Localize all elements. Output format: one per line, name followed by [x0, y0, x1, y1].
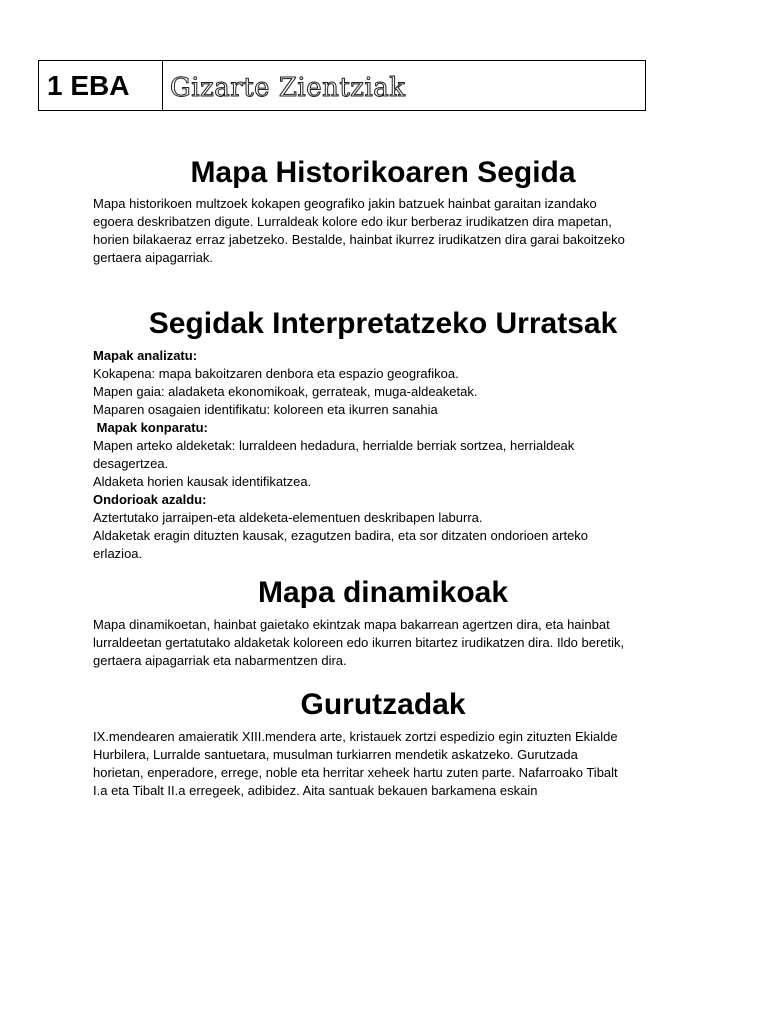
- text-line: Hurbilera, Lurralde santuetara, musulman turkiarren mendetik askatzeko. Gurutzada: [93, 747, 578, 762]
- text-line: I.a eta Tibalt II.a erregeek, adibidez. Aita santuak bekauen barkamena eskain: [93, 783, 538, 798]
- subject-title: Gizarte Zientziak: [170, 73, 406, 103]
- text-line: Kokapena: mapa bakoitzaren denbora eta espazio geografikoa.: [93, 366, 459, 381]
- section-title-segidak-interpretatzeko-urratsak: Segidak Interpretatzeko Urratsak: [148, 307, 618, 340]
- text-line: IX.mendearen amaieratik XIII.mendera arte, kristauek zortzi espedizio egin zituzten Ekialde: [93, 729, 618, 744]
- header-table: [38, 60, 646, 111]
- text-line: desagertzea.: [93, 456, 169, 471]
- text-line: Maparen osagaien identifikatu: koloreen eta ikurren sanahia: [93, 402, 438, 417]
- text-line: Mapa historikoen multzoek kokapen geografiko jakin batzuek hainbat garaitan izandako: [93, 196, 597, 211]
- text-line: Aldaketa horien kausak identifikatzea.: [93, 474, 312, 489]
- text-line: egoera deskribatzen digute. Lurraldeak kolore edo ikur berberaz irudikatzen dira mapetan,: [93, 214, 612, 229]
- text-line: erlazioa.: [93, 546, 143, 561]
- section-title-mapa-dinamikoak: Mapa dinamikoak: [257, 576, 509, 609]
- text-line: horietan, enperadore, errege, noble eta herritar xeheek hartu zuten parte. Nafarroako Tibalt: [93, 765, 618, 780]
- section-paragraph-gurutzadak: [93, 728, 683, 800]
- text-line: Mapen gaia: aladaketa ekonomikoak, gerrateak, muga-aldeaketak.: [93, 384, 478, 399]
- grade-label: 1 EBA: [39, 61, 163, 110]
- section-paragraph-mapa-dinamikoak: [93, 616, 683, 670]
- section-paragraph-segidak-interpretatzeko-urratsak: [93, 347, 683, 563]
- section-title-mapa-historikoaren-segida: Mapa Historikoaren Segida: [190, 156, 576, 189]
- text-line: Aztertutako jarraipen-eta aldeketa-elementuen deskribapen laburra.: [93, 510, 483, 525]
- subheading-mapak-analizatu: Mapak analizatu:: [93, 348, 198, 363]
- section-paragraph-mapa-historikoaren-segida: [93, 195, 683, 267]
- text-line: Mapa dinamikoetan, hainbat gaietako ekintzak mapa bakarrean agertzen dira, eta hainbat: [93, 617, 610, 632]
- text-line: gertaera aipagarriak eta nabarmentzen dira.: [93, 653, 347, 668]
- subheading-ondorioak-azaldu: Ondorioak azaldu:: [93, 492, 207, 507]
- subheading-mapak-konparatu: Mapak konparatu:: [93, 420, 208, 435]
- text-line: horien bilakaeraz erraz jabetzeko. Bestalde, hainbat ikurrez irudikatzen dira garai bakoitzeko: [93, 232, 625, 247]
- text-line: gertaera aipagarriak.: [93, 250, 213, 265]
- text-line: lurraldeetan gertatutako aldaketak koloreen edo ikurren bitartez irudikatzen dira. Ildo beretik,: [93, 635, 625, 650]
- text-line: Mapen arteko aldeketak: lurraldeen hedadura, herrialde berriak sortzea, herrialdeak: [93, 438, 575, 453]
- section-title-gurutzadak: Gurutzadak: [300, 688, 466, 721]
- text-line: Aldaketak eragin dituzten kausak, ezagutzen badira, eta sor ditzaten ondorioen arteko: [93, 528, 589, 543]
